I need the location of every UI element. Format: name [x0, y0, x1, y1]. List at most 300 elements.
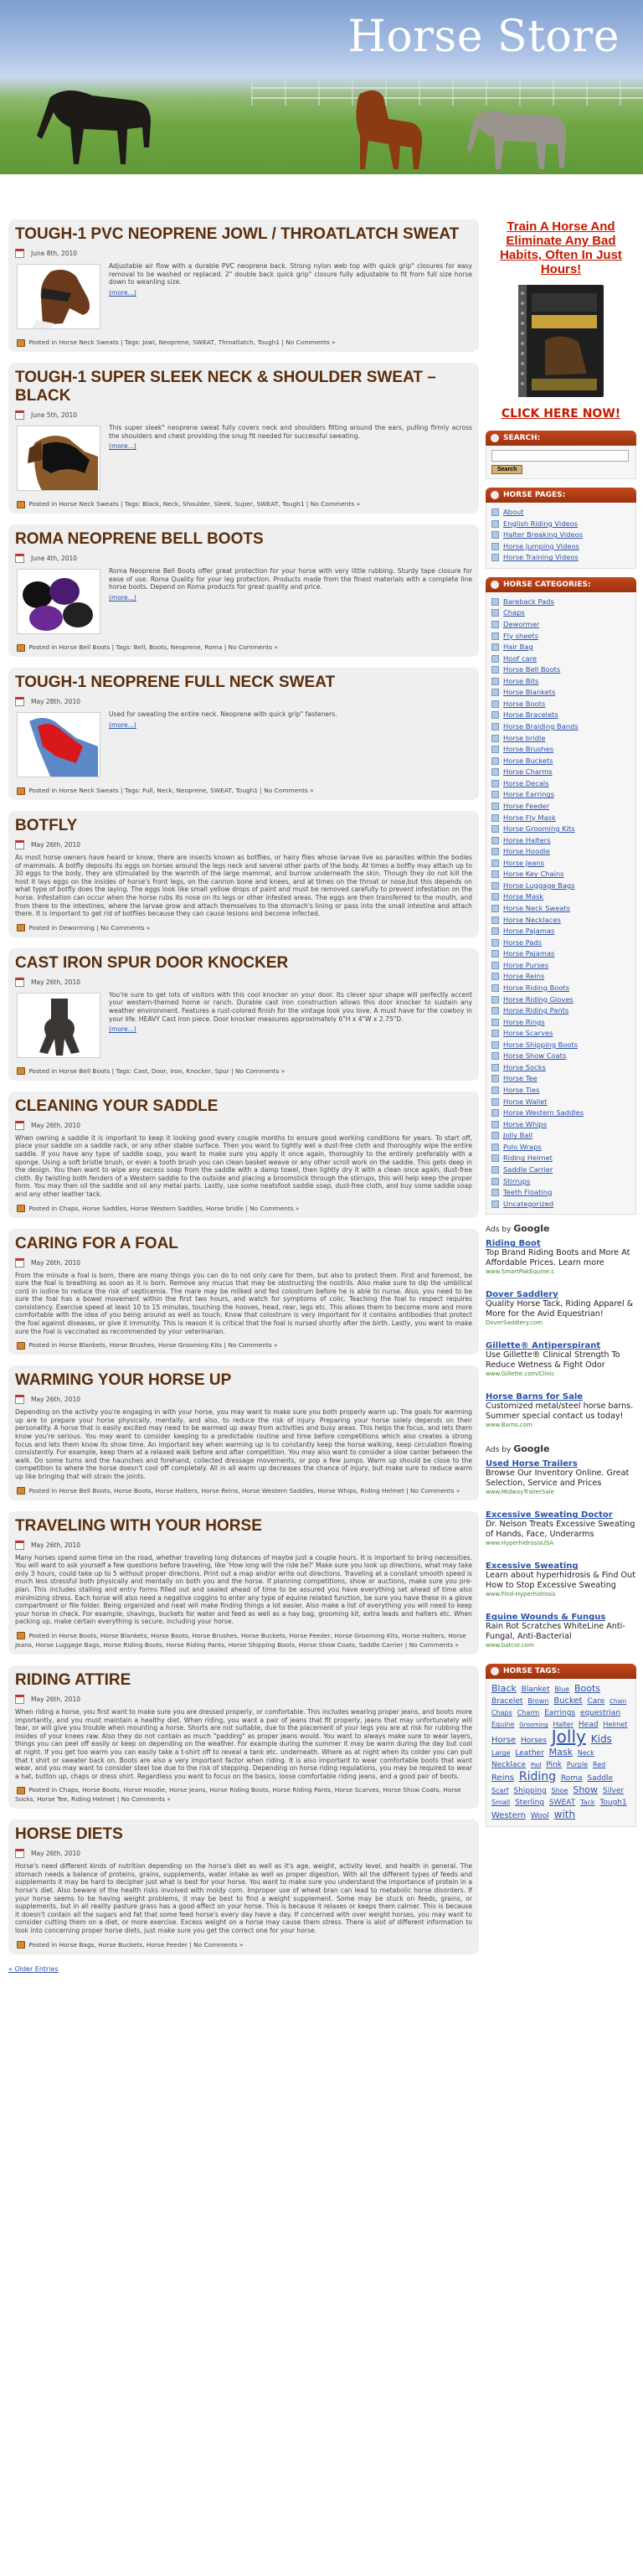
search-widget — [486, 446, 636, 479]
search-button[interactable]: Search — [491, 465, 522, 474]
ad-body: Use Gillette® Clinical Strength To Reduce Wetness & Fight Odor — [486, 1350, 620, 1371]
fence-rail — [251, 97, 643, 99]
site-header — [0, 0, 643, 174]
category-link[interactable]: Stirrups — [491, 1176, 630, 1188]
post-date — [15, 1849, 472, 1858]
post — [8, 1665, 479, 1809]
page-link[interactable]: Halter Breaking Videos — [491, 529, 630, 541]
calendar-icon — [15, 1541, 24, 1550]
ads-by-google[interactable] — [486, 1223, 636, 1234]
tag-link[interactable]: Necklace — [491, 1761, 526, 1770]
post-meta — [15, 643, 472, 652]
category-link[interactable]: Teeth Floating — [491, 1187, 630, 1199]
post-title[interactable]: BOTFLY — [15, 817, 78, 834]
post — [8, 1511, 479, 1655]
ad-headline[interactable]: Excessive Sweating — [486, 1562, 579, 1572]
post-title[interactable]: CARING FOR A FOAL — [15, 1234, 178, 1252]
ad-body: Dr. Nelson Treats Excessive Sweating of Hands, Face, Underarms — [486, 1520, 635, 1540]
category-link[interactable]: Horse Pads — [491, 937, 630, 949]
post-body: When owning a saddle it is important to keep it looking good every couple months to ensure good working conditions for years. To start off, place your saddle on a saddle rack, or any other stable surface. Then you want to tightly wet a dust-free cloth and thoroughly wipe the entire saddle. If you have any type of saddle soap, you want to make sure you apply it once again, thoroughly to the entirely preferably with a sponge. Using a soft bristle brush, or even a tooth brush you can clean basket weave or any other scroll work on the saddle. This gets deep in the design. You then want to wipe any excess soap from the saddle with a damp towel, then lightly dry it with a clean once again, dust-free cloth. By twisting both fenders of a Western saddle to the outside and placing a broomstick through the stirrups, this will help keep the proper form. You may then oil the saddle and oil any metal parts. Lastly, use some neatsfoot saddle soap, dust-free cloth, and buy some saddle soap and any other leather tack. — [15, 1133, 472, 1198]
category-link[interactable]: Horse Bracelets — [491, 710, 630, 721]
folder-icon — [17, 501, 25, 508]
post-date-text: May 28th, 2010 — [31, 698, 80, 705]
category-link[interactable]: Horse Riding Boots — [491, 983, 630, 994]
post-meta-text[interactable]: Posted in Horse Blankets, Horse Brushes, Horse Grooming Kits | No Comments » — [28, 1341, 278, 1350]
tag-link[interactable]: Bucket — [553, 1696, 583, 1706]
category-link[interactable]: Horse bridle — [491, 733, 630, 745]
category-link[interactable]: Saddle Carrier — [491, 1164, 630, 1176]
ad-url[interactable]: www.Barns.com — [486, 1422, 532, 1429]
category-link[interactable]: Horse Blankets — [491, 687, 630, 699]
post — [8, 1092, 479, 1218]
pages-title-text: HORSE PAGES: — [503, 491, 566, 499]
tag-link[interactable]: Shipping — [513, 1787, 547, 1796]
pages-widget — [486, 503, 636, 569]
ad-unit[interactable] — [486, 1459, 636, 1495]
ad-body: Browse Our Inventory Online. Great Selection, Service and Prices — [486, 1469, 630, 1489]
post-date — [15, 1121, 472, 1130]
category-link[interactable]: Horse Earrings — [491, 789, 630, 801]
post-thumbnail[interactable] — [17, 426, 100, 491]
category-link[interactable]: Horse Buckets — [491, 756, 630, 767]
tag-link[interactable]: Small — [491, 1799, 511, 1807]
category-link[interactable]: Polo Wraps — [491, 1142, 630, 1154]
post-meta-text[interactable]: Posted in Horse Bags, Horse Buckets, Horse Feeder | No Comments » — [28, 1940, 244, 1949]
post-date-text: June 5th, 2010 — [31, 411, 78, 419]
calendar-icon — [15, 978, 24, 987]
folder-icon — [17, 1787, 25, 1794]
category-link[interactable]: Horse Neck Sweats — [491, 903, 630, 915]
promo-book[interactable] — [486, 281, 636, 400]
ad-headline[interactable]: Gillette® Antiperspirant — [486, 1341, 601, 1351]
category-link[interactable]: Horse Jeans — [491, 858, 630, 870]
ad-url[interactable]: www.SmartPakEquine.c — [486, 1268, 555, 1276]
ad-body: Quality Horse Tack, Riding Apparel & More for the Avid Equestrian! — [486, 1299, 634, 1319]
category-list — [491, 596, 630, 1210]
category-link[interactable]: Horse Mask — [491, 891, 630, 903]
fence-decoration — [251, 80, 643, 106]
post — [8, 948, 479, 1081]
post-date-text: June 8th, 2010 — [31, 250, 78, 257]
post-date — [15, 410, 472, 420]
post-body: Depending on the activity you're engaging in with your horse, you may want to make sure you both properly warm up. The goals for warming up are to prepare your horse physically, mentally, and also, to reduce the risk of injury. Preparing your horse solely depends on their personality. A horse that is easily excited may need to be warmed up away from activities and busy areas. This helps the focus, and lets them know you're serious. You may want to consider keeping to a predictable routine and time before competitions which also creates a strong focus and lets them know its show time. An important key when warming up is to constantly keep the horse walking, keep circulation flowing consistently. For example, keep them at a relaxed walk before and after competition. You may also want to consider a slow canter between the walk. Do some turns and the haunches and forehand, collected dressage movements, or pop a few jumps. Warm up should be close to the competition to where the horse doesn't cool off completely. All in all warm up decreases the chance of injury, but make sure to reduce warm up like bringing that will strain the joints. — [15, 1408, 472, 1480]
horse-bay-head-image — [18, 265, 100, 329]
tag-link[interactable]: Shoe — [551, 1787, 568, 1795]
post — [8, 524, 479, 657]
post-thumbnail[interactable] — [17, 712, 100, 777]
click-here-link[interactable]: CLICK HERE NOW! — [501, 407, 621, 421]
calendar-icon — [15, 1258, 24, 1267]
post-excerpt: Adjustable air flow with a durable PVC neoprene back. Strong nylon web top with quick grip" closures for easy removal to be washed or replaced. 2" double back quick grip" closure fully adjustable to fit from full size horse down to weanling size. — [109, 262, 472, 287]
post-date-text: June 4th, 2010 — [31, 555, 78, 562]
read-more-link[interactable]: (more...) — [109, 288, 136, 297]
post-title[interactable]: TOUGH-1 PVC NEOPRENE JOWL / THROATLATCH SWEAT — [15, 225, 460, 243]
tag-link[interactable]: Jolly — [551, 1727, 586, 1747]
calendar-icon — [15, 1395, 24, 1404]
post-excerpt: You're sure to get lots of visitors with this cool knocker on your door. Its clever spur shape will perfectly accent your western-themed home or ranch. Durable cast iron construction allows this door knocker to sustain any weather environment. Features a rust-colored finish for the vintage look you love. A must have for the cowboy in your life. HEAVY Cast iron piece. Door knocker measures approximately 6"H x 4"W x 2.75"D. — [109, 990, 472, 1023]
tag-link[interactable]: Halter — [553, 1721, 574, 1729]
tag-link[interactable]: Mask — [548, 1747, 573, 1758]
post-date — [15, 1395, 472, 1404]
post-meta — [15, 1785, 472, 1804]
pages-widget-title — [486, 488, 636, 503]
page-link[interactable]: English Riding Videos — [491, 519, 630, 530]
tag-link[interactable]: equestrian — [580, 1709, 621, 1718]
tag-link[interactable]: Western — [491, 1811, 527, 1821]
post-title[interactable]: TOUGH-1 SUPER SLEEK NECK & SHOULDER SWEAT – BLACK — [15, 369, 436, 405]
ad-headline[interactable]: Horse Barns for Sale — [486, 1392, 584, 1402]
post-meta — [15, 1486, 472, 1495]
post-meta-text[interactable]: Posted in Chaps, Horse Boots, Horse Hoodie, Horse Jeans, Horse Riding Boots, Horse Riding Pants, Horse Scarves, Horse Show Coats, Horse Socks, Horse Tee, Riding Helmet | No Comments » — [15, 1786, 461, 1804]
tag-link[interactable]: Earrings — [544, 1709, 576, 1718]
horse-black-sweat-image — [18, 426, 100, 491]
post-meta-text[interactable]: Posted in Horse Bell Boots | Tags: Cast, Door, Iron, Knocker, Spur | No Comments » — [28, 1066, 285, 1075]
header-horse-grey — [466, 94, 574, 174]
post-title[interactable]: TOUGH-1 NEOPRENE FULL NECK SWEAT — [15, 674, 336, 691]
category-link[interactable]: Horse Brushes — [491, 744, 630, 756]
post-meta-text[interactable]: Posted in Horse Neck Sweats | Tags: Full, Neck, Neoprene, SWEAT, Tough1 | No Comments » — [28, 787, 314, 794]
folder-icon — [17, 1941, 25, 1949]
google-logo: Google — [513, 1443, 550, 1455]
post-title[interactable]: CLEANING YOUR SADDLE — [15, 1097, 219, 1115]
ad-url[interactable]: www.Find-Hyperhidrosis — [486, 1591, 556, 1598]
post-thumbnail[interactable] — [17, 569, 100, 634]
ads-by-text: Ads by — [486, 1226, 512, 1235]
post-title[interactable]: ROMA NEOPRENE BELL BOOTS — [15, 530, 264, 548]
category-link[interactable]: Hoof care — [491, 653, 630, 665]
category-link[interactable]: Horse Show Coats — [491, 1051, 630, 1062]
category-link[interactable]: Horse Hoodie — [491, 846, 630, 858]
tag-link[interactable]: Brown — [527, 1697, 549, 1706]
post-title[interactable]: HORSE DIETS — [15, 1825, 123, 1844]
post-meta-text[interactable]: Posted in Horse Neck Sweats | Tags: Jowl, Neoprene, SWEAT, Throatlatch, Tough1 | No Comments » — [28, 338, 336, 346]
post-body: When riding a horse, you first want to make sure you are dressed properly, or comfortable. This includes wearing proper jeans, and boots more importantly, and you must maintain a healthy diet. When riding, you want a pair of jeans that fit properly, jeans that may unfortunately will tear, or will give you trouble when mounting a horse. Shorts are not suitable, due to the placement of your legs you are at risk for rubbing the insides of your knees raw. Also they do not contain as much "padding" as proper jeans would. You want to always make sure to wear layers, things you can peel off easily or keep on depending on the weather. For example during the summer it may be warm during the day but cool at night. If you get too warm you can easily take a t-shirt off to reveal a tank etc. underneath. Where as at night when its colder you can pull that t shirt or sweater back on. Boots are also a very important factor when riding. It is also important to wear comfortable boots that want wear, and you may want to consider steel toe due to the risk of stepping. Depending on horse riding regulations, you may be required to wear a hat, button up, chaps or dress shirt. Regardless you want to focus on the basics, loose comfortable riding jeans, and a good pair of boots. — [15, 1707, 472, 1780]
category-link[interactable]: Horse Scarves — [491, 1028, 630, 1040]
category-link[interactable]: Horse Pajamas — [491, 948, 630, 960]
category-link[interactable]: Fly sheets — [491, 631, 630, 643]
tag-link[interactable]: Tough1 — [599, 1799, 627, 1808]
category-link[interactable]: Riding Helmet — [491, 1153, 630, 1164]
read-more-link[interactable]: (more...) — [109, 720, 136, 729]
category-link[interactable]: Horse Grooming Kits — [491, 823, 630, 835]
ad-unit[interactable] — [486, 1613, 636, 1649]
post — [8, 1820, 479, 1954]
tag-cloud — [486, 1679, 636, 1827]
category-link[interactable]: Horse Charms — [491, 767, 630, 778]
post — [8, 219, 479, 352]
category-link[interactable]: Horse Ties — [491, 1085, 630, 1097]
post-date-text: May 26th, 2010 — [31, 1258, 80, 1267]
tag-link[interactable]: Horses — [521, 1737, 547, 1746]
ad-url[interactable]: www.Gillette.com/Clinic — [486, 1371, 555, 1378]
page-link[interactable]: Horse Jumping Videos — [491, 541, 630, 553]
tag-link[interactable]: Charm — [517, 1709, 540, 1717]
post-date-text: May 26th, 2010 — [31, 1541, 80, 1549]
ad-unit[interactable] — [486, 1239, 636, 1275]
post-body: As most horse owners have heard or know, there are insects known as botflies, or hairy flies whose larvae live as parasites within the bodies of mammals. A botfly deposits its eggs on horses around the legs neck and several other parts of the body. At times a botfly may attach up to 30 eggs to the body, they are stimulated by the warmth of the large mammal, and burrow underneath the skin. Though they do not kill the host it lays eggs on the insides of horse's front legs, on the cannon bone and knees, and at times on the throat or nose,but this depends on what type of botfly does the laying. The eggs look like small yellow drops of paint and must be removed carefully to prevent infestation on the horse. Infestation can occur when the horse rubs its nose on its legs or other infested areas. The eggs are then transferred to the mouth, and from there to the intestines, where the larvae grow and attach themselves to the stomach's lining or pass into the small intestine and attach there. It is important to get rid of botflies because they can cause lesions and become infected. — [15, 854, 472, 918]
category-link[interactable]: Horse Riding Gloves — [491, 994, 630, 1006]
post-meta — [15, 923, 472, 932]
tag-link[interactable]: Tack — [580, 1799, 595, 1807]
category-link[interactable]: Horse Rings — [491, 1017, 630, 1029]
post-meta-text[interactable]: Posted in Horse Boots, Horse Blankets, Horse Boots, Horse Brushes, Horse Buckets, Horse Feeder, Horse Grooming Kits, Horse Halters, Horse Jeans, Horse Luggage Bags, Horse Riding Boots, Horse Riding Pants, Horse Shipping Boots, Horse Show Coats, Saddle Carrier | No Comments » — [15, 1631, 466, 1649]
post-meta — [15, 1940, 472, 1949]
categories-widget — [486, 592, 636, 1215]
post — [8, 811, 479, 937]
folder-icon — [17, 1632, 25, 1639]
category-link[interactable]: Uncategorized — [491, 1199, 630, 1211]
sidebar — [486, 219, 636, 1835]
post — [8, 668, 479, 800]
page-link[interactable]: About — [491, 507, 630, 519]
post-meta — [15, 1631, 472, 1649]
post-title[interactable]: RIDING ATTIRE — [15, 1670, 131, 1689]
post-excerpt: Roma Neoprene Bell Boots offer great protection for your horse with very little rubbing. Sturdy tape closure for ease of use. Roma Quality for your leg protection. Products made from the finest materials with a complete line horse boots. Depend on Roma products for great quality and price. — [109, 567, 472, 591]
post-thumbnail[interactable] — [17, 264, 100, 329]
folder-icon — [17, 339, 25, 347]
categories-widget-title — [486, 577, 636, 592]
tag-link[interactable]: Pad — [530, 1762, 542, 1769]
ad-headline[interactable]: Excessive Sweating Doctor — [486, 1510, 613, 1520]
folder-icon — [17, 644, 25, 652]
category-link[interactable]: Horse Bell Boots — [491, 664, 630, 676]
post-date — [15, 978, 472, 987]
post — [8, 363, 479, 514]
ad-headline[interactable]: Dover Saddlery — [486, 1290, 558, 1300]
header-horse-chestnut — [335, 85, 427, 174]
ad-body: Learn about hyperhidrosis & Find Out How to Stop Excessive Sweating — [486, 1571, 635, 1591]
search-icon — [491, 434, 499, 442]
tags-icon — [491, 1667, 499, 1675]
category-link[interactable]: Horse Necklaces — [491, 915, 630, 927]
category-link[interactable]: Horse Whips — [491, 1119, 630, 1131]
category-link[interactable]: Horse Purses — [491, 960, 630, 972]
folder-icon — [17, 1205, 25, 1212]
post-date-text: May 26th, 2010 — [31, 1695, 80, 1703]
calendar-icon — [15, 1121, 24, 1130]
main-content — [8, 219, 479, 1973]
tag-link[interactable]: Sterling — [515, 1799, 544, 1808]
calendar-icon — [15, 249, 24, 258]
post-meta — [15, 786, 472, 795]
tag-link[interactable]: Riding — [518, 1770, 557, 1784]
search-title-text: SEARCH: — [503, 434, 541, 442]
category-link[interactable]: Hair Bag — [491, 642, 630, 653]
tag-link[interactable]: Head — [578, 1721, 599, 1730]
tag-link[interactable]: Show — [573, 1784, 599, 1796]
ad-url[interactable]: DoverSaddlery.com — [486, 1319, 543, 1327]
book-cover-icon — [512, 281, 610, 400]
category-link[interactable]: Horse Socks — [491, 1062, 630, 1074]
post-body: Horse's need different kinds of nutrition depending on the horse's diet as well as it's age, weight, activity level, and health in general. The stomach needs a balance of proteins, grains, supplements, water intake as well as proper digestion. With all the different types of feeds and supplements it may be hard to decipher just what is best for your horse. You want to make sure you understand the importance of protein in a horse's diet. Also beware of the health risks involved with moldy corn. Improper use of wheat bran can lead to metabolic horse disorders. If your horse seems to be having weight problems, it may be best to find a weight supplement. Some may be stuck on feeds, grains, or supplements, but in all reality pasture grass has a good effect on your horse. This is because it relaxes or keeps them calmer. This is because it doesn't contain all the sugars and fat that some feed horse's every day have a day. If concerned with over weight horses, you may want to consider cutting them on a diet, or more exercise. Excess weight on a horse may cause them stress. There is alot of different information to look into concerning proper horse diets, just make sure you get the correct one for your horse. — [15, 1862, 472, 1935]
folder-icon — [17, 1342, 25, 1350]
category-link[interactable]: Horse Tee — [491, 1073, 630, 1085]
ads-by-text: Ads by — [486, 1446, 512, 1455]
tag-link[interactable]: Chain — [610, 1698, 627, 1706]
door-knocker-image — [18, 994, 100, 1058]
category-link[interactable]: Chaps — [491, 607, 630, 619]
calendar-icon — [15, 840, 24, 849]
post-date-text: May 26th, 2010 — [31, 1850, 80, 1858]
post-meta — [15, 1204, 472, 1213]
category-link[interactable]: Bareback Pads — [491, 596, 630, 608]
post-date-text: May 26th, 2010 — [31, 978, 80, 986]
folder-icon — [17, 1067, 25, 1075]
calendar-icon — [15, 1849, 24, 1858]
tag-link[interactable]: Kids — [590, 1733, 612, 1746]
category-link[interactable]: Horse Western Saddles — [491, 1107, 630, 1119]
ad-headline[interactable]: Equine Wounds & Fungus — [486, 1613, 606, 1623]
folder-icon — [17, 924, 25, 932]
tag-link[interactable]: with — [553, 1809, 576, 1821]
page-link[interactable]: Horse Training Videos — [491, 552, 630, 564]
ads-by-google[interactable] — [486, 1443, 636, 1454]
post-date — [15, 554, 472, 563]
google-logo: Google — [513, 1223, 550, 1235]
header-horse-black — [33, 80, 159, 174]
tags-title-text: HORSE TAGS: — [503, 1667, 560, 1676]
tag-link[interactable]: Blanket — [521, 1685, 550, 1695]
tag-link[interactable]: Grooming — [519, 1722, 548, 1729]
post-meta — [15, 1066, 472, 1076]
post-date-text: May 26th, 2010 — [31, 841, 80, 849]
category-link[interactable]: Horse Riding Pants — [491, 1005, 630, 1017]
ad-unit[interactable] — [486, 1290, 636, 1326]
category-link[interactable]: Horse Halters — [491, 835, 630, 847]
post-excerpt: Used for sweating the entire neck. Neoprene with quick grip" fasteners. — [109, 710, 337, 718]
folder-icon — [17, 787, 25, 795]
category-link[interactable]: Dewormer — [491, 619, 630, 631]
read-more-link[interactable]: (more...) — [109, 1025, 136, 1034]
post-meta-text[interactable]: Posted in Horse Bell Boots, Horse Boots, Horse Halters, Horse Reins, Horse Western Saddles, Horse Whips, Riding Helmet | No Comments » — [28, 1486, 460, 1494]
promo-headline[interactable]: Train A Horse And Eliminate Any Bad Habits, Often In Just Hours! — [500, 219, 622, 276]
calendar-icon — [15, 1695, 24, 1704]
tag-link[interactable]: Care — [587, 1697, 605, 1706]
post-date — [15, 1695, 472, 1704]
folder-icon — [17, 1487, 25, 1494]
search-widget-title — [486, 431, 636, 446]
ad-unit[interactable] — [486, 1510, 636, 1546]
tag-link[interactable]: Saddle — [587, 1774, 614, 1784]
tag-link[interactable]: Silver — [602, 1787, 625, 1796]
post-title[interactable]: CAST IRON SPUR DOOR KNOCKER — [15, 953, 289, 972]
ad-unit[interactable] — [486, 1562, 636, 1598]
category-link[interactable]: Horse Key Chains — [491, 869, 630, 880]
post-excerpt: This super sleek" neoprene sweat fully covers neck and shoulders fitting around the ears, pulling firmly across the shoulders and chest providing the snug fit needed for successful sweating. — [109, 424, 472, 440]
category-link[interactable]: Horse Wallet — [491, 1097, 630, 1108]
tag-link[interactable]: Blue — [554, 1685, 570, 1694]
category-link[interactable]: Horse Boots — [491, 699, 630, 710]
post-title[interactable]: TRAVELING WITH YOUR HORSE — [15, 1516, 262, 1535]
tag-link[interactable]: Equine — [491, 1721, 515, 1729]
post-date — [15, 249, 472, 258]
categories-icon — [491, 581, 499, 589]
ad-unit[interactable] — [486, 1392, 636, 1428]
tag-link[interactable]: Chaps — [491, 1709, 512, 1717]
category-link[interactable]: Horse Fly Mask — [491, 813, 630, 824]
tag-link[interactable]: Black — [491, 1683, 517, 1695]
ad-body: Top Brand Riding Boots and More At Affordable Prices. Learn more — [486, 1248, 630, 1268]
ad-headline[interactable]: Riding Boot — [486, 1239, 541, 1249]
ad-headline[interactable]: Used Horse Trailers — [486, 1459, 578, 1469]
post-meta — [15, 338, 472, 347]
bell-boots-image — [18, 570, 100, 634]
post-meta-text[interactable]: Posted in Horse Bell Boots | Tags: Bell, Boots, Neoprene, Roma | No Comments » — [28, 643, 278, 651]
category-link[interactable]: Horse Reins — [491, 971, 630, 983]
ad-url[interactable]: www.MidwayTrailerSale — [486, 1489, 554, 1496]
calendar-icon — [15, 554, 24, 563]
tag-link[interactable]: Neck — [577, 1749, 594, 1758]
category-link[interactable]: Horse Luggage Bags — [491, 880, 630, 892]
ad-body: Rain Rot Scratches WhiteLine Anti-Fungal, Anti-Bacterial — [486, 1622, 625, 1642]
post — [8, 1229, 479, 1355]
tag-link[interactable]: Purple — [566, 1761, 589, 1769]
post-date — [15, 697, 472, 706]
ad-body: Customized metal/steel horse barns. Summer special contact us today! — [486, 1402, 634, 1422]
horse-red-sweat-image — [18, 713, 100, 777]
site-title[interactable]: Horse Store — [347, 12, 620, 62]
tag-link[interactable]: Reins — [491, 1773, 514, 1784]
tag-link[interactable]: SWEAT — [548, 1799, 576, 1808]
read-more-link[interactable]: (more...) — [109, 442, 136, 451]
category-link[interactable]: Jolly Ball — [491, 1130, 630, 1142]
pages-icon — [491, 491, 499, 499]
category-link[interactable]: Horse Braiding Bands — [491, 721, 630, 733]
post — [8, 1365, 479, 1500]
post-date-text: May 26th, 2010 — [31, 1396, 80, 1404]
tag-link[interactable]: Leather — [515, 1749, 544, 1758]
tag-link[interactable]: Pink — [546, 1761, 562, 1770]
read-more-link[interactable]: (more...) — [109, 593, 136, 601]
post-meta — [15, 499, 472, 508]
tag-link[interactable]: Bracelet — [491, 1697, 523, 1706]
post-date-text: May 26th, 2010 — [31, 1121, 80, 1129]
tag-link[interactable]: Wool — [530, 1812, 549, 1821]
older-entries-link[interactable]: « Older Entries — [8, 1964, 59, 1973]
post-date — [15, 840, 472, 849]
category-link[interactable]: Horse Pajamas — [491, 926, 630, 937]
post-meta — [15, 1340, 472, 1350]
search-input[interactable] — [491, 450, 629, 462]
calendar-icon — [15, 697, 24, 706]
tag-link[interactable]: Boots — [574, 1683, 601, 1695]
category-link[interactable]: Horse Feeder — [491, 801, 630, 813]
ad-unit[interactable] — [486, 1341, 636, 1377]
post-body: From the minute a foal is born, there are many things you can do to not only care for them, but also to protect them. First and foremost, be sure the foal is breathing as soon as it is born. Remove any mucus that may be obstructing the nostrils. Also make sure to dip the umbilical cord in iodine to reduce the risk of septicemia. The mare may be milked and fed colostrum before he is able to nurse. Also, you need to be sure the foal has a bowel movement within the first two hours, and watch for symptoms of colic. Teaching the foal to respect requires consistency. Exercise speed at least 10 to 15 minutes, touching the hooves, head, rear, legs etc. This allows them to become more and more comfortable with the idea of you being around as well as touch. Know that colostrum is very important for it contains antibodies that protect the foal against diseases, or give it immunity. This is reason it is critical that the foal is nursed shortly after the birth. Lastly, you want to make sure the foal is vaccinated as recommended by your veterinarian. — [15, 1271, 472, 1335]
post-date — [15, 1541, 472, 1550]
tag-link[interactable]: Red — [593, 1761, 606, 1769]
post-thumbnail[interactable] — [17, 993, 100, 1058]
tag-link[interactable]: Large — [491, 1749, 511, 1758]
category-link[interactable]: Horse Bits — [491, 676, 630, 688]
post-meta-text[interactable]: Posted in Chaps, Horse Saddles, Horse Western Saddles, Horse bridle | No Comments » — [28, 1204, 300, 1212]
tag-link[interactable]: Roma — [560, 1774, 583, 1784]
tags-widget-title — [486, 1664, 636, 1679]
category-link[interactable]: Horse Decals — [491, 778, 630, 790]
categories-title-text: HORSE CATEGORIES: — [503, 580, 591, 589]
ad-url[interactable]: www.HyperhidrosisUSA — [486, 1540, 554, 1547]
category-link[interactable]: Horse Shipping Boots — [491, 1040, 630, 1051]
post-meta-text[interactable]: Posted in Horse Neck Sweats | Tags: Black, Neck, Shoulder, Sleek, Super, SWEAT, Tough1 | No Comments » — [28, 500, 361, 508]
ad-url[interactable]: www.batcor.com — [486, 1642, 534, 1649]
post-date — [15, 1258, 472, 1267]
tag-link[interactable]: Horse — [491, 1736, 517, 1746]
tag-link[interactable]: Helmet — [603, 1721, 628, 1729]
post-body: Many horses spend some time on the road, whether traveling long distances of maybe just a couple hours. It is important to bring necessities. You will want to ask yourself a few questions before traveling, like 'How long will the ride be?' Make sure you look up directions, what may take only 3 hours, could take up to 5 without proper directions. Print out a map and/or write out directions. Traveling at a constant smooth speed is much less stressful both physically and mentally on both you and the horse. If planning competitions, show or auctions, make sure you pre-plan. This includes stalling and entry forms filled out and sealed ahead of time to be assured you have everything set ahead of time also minimizing stress. Each horse will also need a negative coggins to enter any type of equine related function, be sure you have these in a glove compartment or file folder. Being organized and neat will make finding things a lot easier. Also make a list of everything you will need to keep your horse in check. For example, shavings, buckets for water and feed as well as a hay bag, grooming kit, extra leads and halters etc. When packing up, make certain everything is secure, including your horse. — [15, 1553, 472, 1626]
post-title[interactable]: WARMING YOUR HORSE UP — [15, 1371, 232, 1390]
post-meta-text[interactable]: Posted in Deworming | No Comments » — [28, 923, 151, 932]
tag-link[interactable]: Scarf — [491, 1787, 509, 1795]
